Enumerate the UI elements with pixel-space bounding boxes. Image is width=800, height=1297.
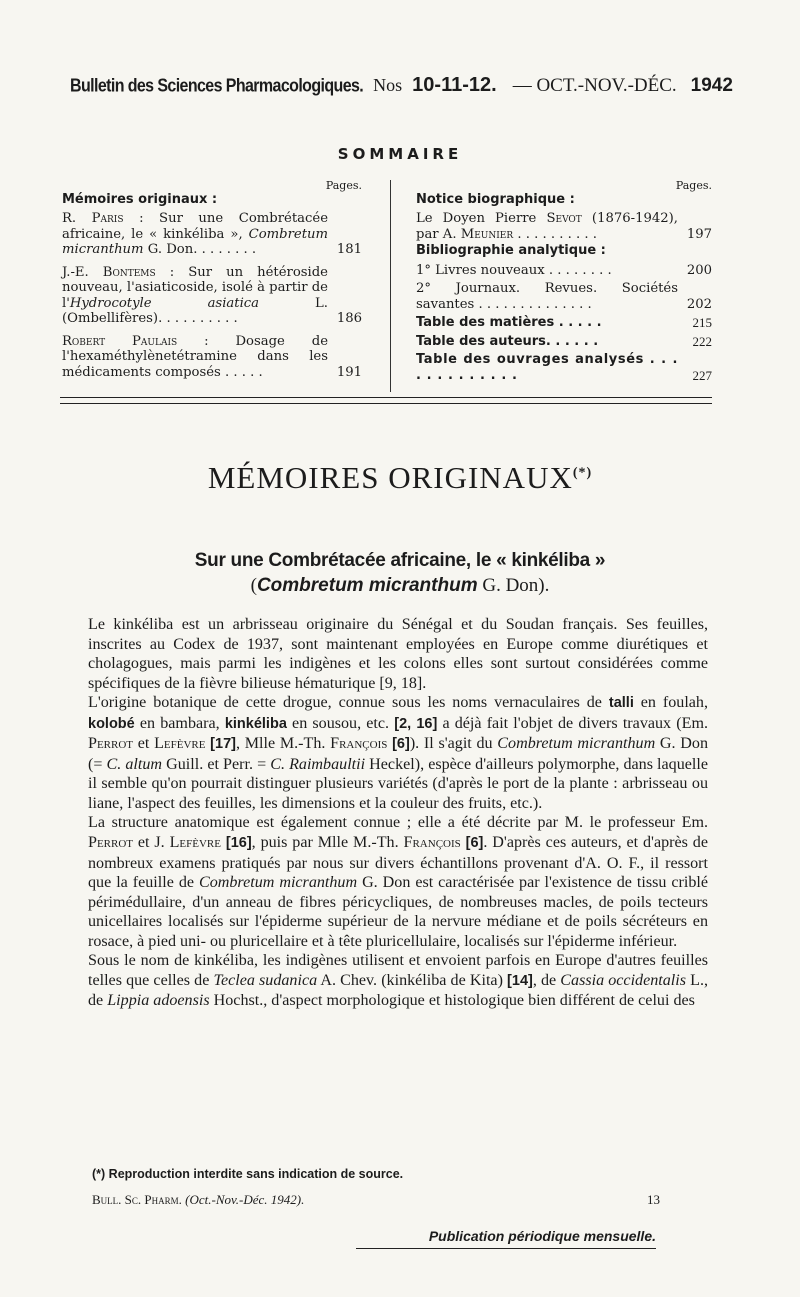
toc-page-number: 197 (686, 226, 712, 242)
issue-year: 1942 (690, 75, 733, 96)
citation-journal: Bull. Sc. Pharm. (92, 1192, 182, 1207)
toc-entry: Table des ouvrages analysés . . . . . . . . . . . . . 227 (416, 352, 712, 383)
sommaire-title: SOMMAIRE (337, 145, 463, 163)
citation-date: (Oct.-Nov.-Déc. 1942). (185, 1192, 305, 1207)
page-citation (92, 1192, 660, 1208)
toc-page-number: 200 (686, 262, 712, 278)
running-header (70, 74, 733, 104)
toc-page-number: 215 (692, 315, 712, 330)
toc-page-number: 186 (336, 311, 362, 326)
toc-right-column (416, 178, 712, 386)
toc-entry: R. Paris : Sur une Combrétacée africaine, le « kinkéliba », Combretum micranthum G. Don. . . . . . . . 181 (62, 211, 362, 257)
section-title: MÉMOIRES ORIGINAUX(*) (207, 460, 593, 495)
toc-entry: Table des auteurs. . . . . . 222 (416, 333, 712, 349)
toc-page-number: 227 (692, 367, 712, 383)
article-title-line2: (Combretum micranthum G. Don). (250, 575, 550, 596)
toc-entry: 1° Livres nouveaux . . . . . . . . 200 (416, 262, 712, 278)
toc-page-number: 222 (692, 333, 712, 349)
toc-left-column (62, 178, 362, 387)
footnote: (*) Reproduction interdite sans indication de source. (92, 1167, 404, 1181)
pages-label: Pages. (675, 179, 712, 192)
toc-entry: Table des matières . . . . . 215 (416, 315, 712, 330)
journal-name: Bulletin des Sciences Pharmacologiques. (70, 76, 364, 97)
page-number: 13 (647, 1192, 660, 1207)
issue-prefix: Nos (373, 75, 403, 95)
paragraph: Sous le nom de kinkéliba, les indigènes utilisent et envoient parfois en Europe d'autres feuilles telles que celles de Teclea sudanica A. Chev. (kinkéliba de Kita) [14], de Cassia occidentalis L., de Lippia adoensis Hochst., d'aspect morphologique et histologique bien différent de celui des (88, 952, 709, 1010)
toc-entry: Robert Paulais : Dosage de l'hexaméthylènetétramine dans les médicaments composés . . . . . 191 (62, 333, 362, 380)
article-title (0, 548, 800, 598)
publication-note: Publication périodique mensuelle. (428, 1228, 656, 1244)
toc-heading-notice: Notice biographique : (416, 191, 575, 207)
paragraph: Le kinkéliba est un arbrisseau originaire du Sénégal et du Soudan français. Ses feuilles, inscrites au Codex de 1937, sont maintenant employées en Europe comme diurétiques et cholagogues, mais parmi les indigènes et les colons elles sont surtout considérées comme spécifiques de la fièvre bilieuse hématurique [9, 18]. (88, 616, 708, 692)
publication-rule (356, 1248, 656, 1249)
toc-heading-bibliographie: Bibliographie analytique : (416, 243, 606, 258)
paragraph: La structure anatomique est également connue ; elle a été décrite par M. le professeur Em. Perrot et J. Lefèvre [16], puis par Mlle M.-Th. François [6]. D'après ces auteurs, et d'après de nombreux examens pratiqués par nous sur divers échantillons provenant d'A. O. F., il ressort que la feuille de Combretum micranthum G. Don est caractérisée par l'existence de tissu criblé périmédullaire, d'un anneau de fibres péricycliques, de nombreuses macles, de poils tecteurs unicellaires localisés sur l'épiderme supérieur de la nervure médiane et de poils sécréteurs en rosace, à pied uni- ou pluricellaire et à tête pluricellulaire, localisés sur l'épiderme inférieur. (88, 814, 708, 950)
toc-entry: Le Doyen Pierre Sevot (1876-1942), par A. Meunier . . . . . . . . . . 197 (416, 211, 712, 242)
toc-entry: 2° Journaux. Revues. Sociétés savantes . . . . . . . . . . . . . . 202 (416, 281, 712, 312)
toc-heading-memoires: Mémoires originaux : (62, 191, 218, 207)
column-divider (390, 180, 391, 392)
paragraph: L'origine botanique de cette drogue, connue sous les noms vernaculaires de talli en foulah, kolobé en bambara, kinkéliba en sousou, etc. [2, 16] a déjà fait l'objet de divers travaux (Em. Perrot et Lefèvre [17], Mlle M.-Th. François [6]). Il s'agit du Combretum micranthum G. Don (= C. altum Guill. et Perr. = C. Raimbaultii Heckel), espèce d'ailleurs polymorphe, dans laquelle il semble qu'on pourrait distinguer plusieurs variétés (d'après le port de la plante : arbrisseau ou liane, l'aspect des feuilles, les dimensions et la couleur des fruits, etc.). (88, 694, 709, 812)
issue-numbers: 10-11-12. (412, 74, 497, 96)
article-body (88, 615, 708, 1011)
toc-page-number: 181 (336, 242, 362, 257)
pages-label: Pages. (325, 179, 362, 192)
article-title-line1: Sur une Combrétacée africaine, le « kinkéliba » (194, 550, 606, 571)
toc-page-number: 202 (686, 296, 712, 312)
toc-entry: J.-E. Bontems : Sur un hétéroside nouveau, l'asiaticoside, isolé à partir de l'Hydrocotyle asiatica L. (Ombellifères). . . . . . . . . . 186 (62, 264, 362, 326)
toc-page-number: 191 (336, 364, 362, 380)
sommaire-double-rule (60, 397, 712, 404)
issue-months: — OCT.-NOV.-DÉC. (512, 75, 677, 96)
footnote-mark: (*) (572, 465, 593, 481)
